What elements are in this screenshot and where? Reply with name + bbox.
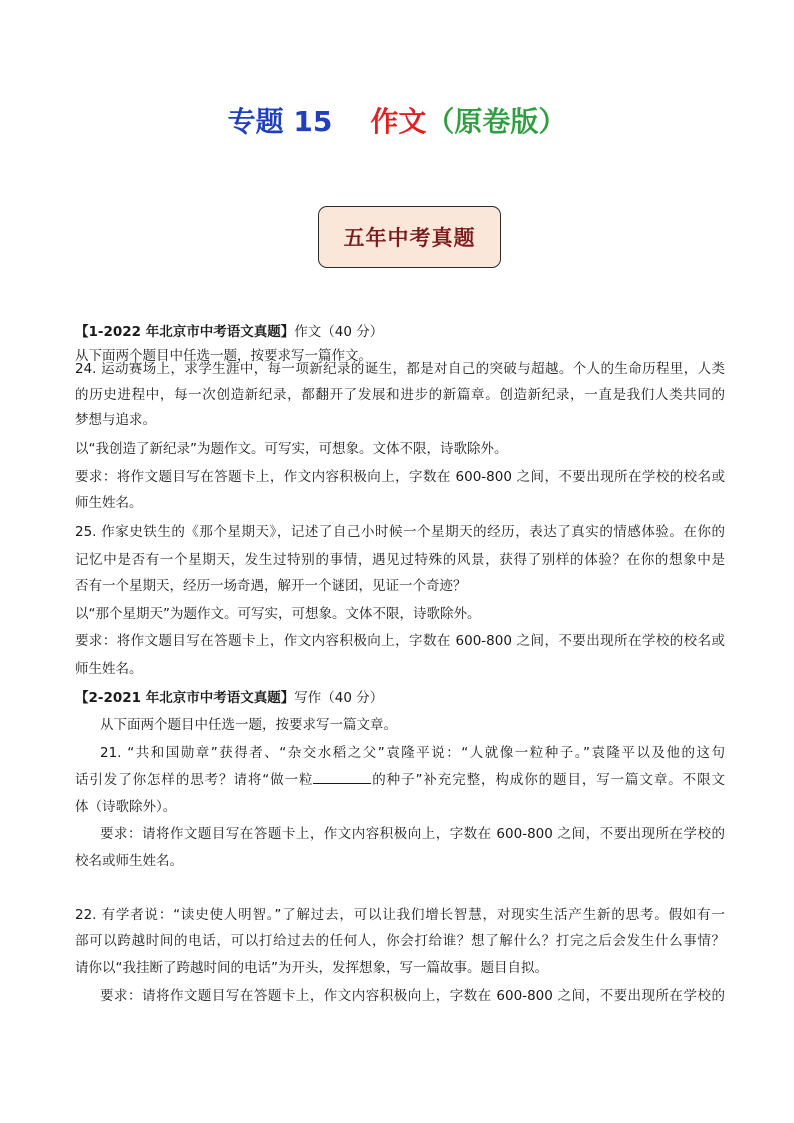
q24-line: 要求：将作文题目写在答题卡上，作文内容积极向上，字数在 600-800 之间，不要出现所在学校的校名或	[75, 469, 725, 485]
title-subject: 作文	[370, 105, 427, 138]
section-intro: 从下面两个题目中任选一题，按要求写一篇作文。	[75, 348, 372, 364]
q22-line: 22. 有学者说：“读史使人明智。”了解过去，可以让我们增长智慧，对现实生活产生新的思考。假如有一	[75, 907, 725, 923]
q25-line: 以“那个星期天”为题作文。可写实，可想象。文体不限，诗歌除外。	[75, 606, 481, 622]
q22-line: 请你以“我挂断了跨越时间的电话”为开头，发挥想象，写一篇故事。题目自拟。	[75, 960, 548, 976]
q24-line: 24. 运动赛场上，求学生涯中，每一项新纪录的诞生，都是对自己的突破与超越。个人的生命历程里，人类	[75, 361, 725, 377]
q25-line: 师生姓名。	[75, 661, 143, 677]
q24-line: 的历史进程中，每一次创造新纪录，都翻开了发展和进步的新篇章。创造新纪录，一直是我们人类共同的	[75, 387, 725, 403]
title-version: （原卷版）	[426, 105, 567, 138]
q25-line: 要求：将作文题目写在答题卡上，作文内容积极向上，字数在 600-800 之间，不要出现所在学校的校名或	[75, 633, 725, 649]
q21-line: 话引发了你怎样的思考？请将“做一粒 的种子”补充完整，构成你的题目，写一篇文章。不限文	[75, 772, 725, 788]
q21-line: 体（诗歌除外）。	[75, 799, 177, 815]
section-badge: 五年中考真题	[318, 206, 501, 268]
q25-line: 25. 作家史铁生的《那个星期天》，记述了自己小时候一个星期天的经历，表达了真实的情感体验。在你的	[75, 524, 725, 540]
section-score: 作文（40 分）	[294, 324, 384, 340]
q25-line: 记忆中是否有一个星期天，发生过特别的事情，遇见过特殊的风景，获得了别样的体验？在你的想象中是	[75, 552, 725, 568]
q21-line: 21. “共和国勋章”获得者、“杂交水稻之父”袁隆平说：“人就像一粒种子。”袁隆平以及他的这句	[100, 745, 725, 761]
q22-line: 部可以跨越时间的电话，可以打给过去的任何人，你会打给谁？想了解什么？打完之后会发生什么事情？	[75, 933, 725, 949]
q24-line: 梦想与追求。	[75, 412, 156, 428]
section-heading-2022	[75, 322, 725, 342]
page-title	[0, 100, 794, 144]
section-heading-2021	[75, 688, 725, 708]
q21-requirement: 要求：请将作文题目写在答题卡上，作文内容积极向上，字数在 600-800 之间，不要出现所在学校的	[100, 826, 725, 842]
q24-line: 师生姓名。	[75, 495, 143, 511]
title-topic-number: 专题 15	[227, 105, 333, 138]
section-source: 【2-2021 年北京市中考语文真题】	[75, 690, 295, 706]
section-intro: 从下面两个题目中任选一题，按要求写一篇文章。	[100, 717, 397, 733]
q21-requirement: 校名或师生姓名。	[75, 853, 183, 869]
q24-line: 以“我创造了新纪录”为题作文。可写实，可想象。文体不限，诗歌除外。	[75, 441, 508, 457]
section-source: 【1-2022 年北京市中考语文真题】	[75, 324, 295, 340]
section-score: 写作（40 分）	[294, 690, 384, 706]
fill-in-blank	[313, 770, 371, 784]
q22-requirement: 要求：请将作文题目写在答题卡上，作文内容积极向上，字数在 600-800 之间，不要出现所在学校的	[100, 988, 725, 1004]
q25-line: 否有一个星期天，经历一场奇遇，解开一个谜团，见证一个奇迹？	[75, 578, 467, 594]
